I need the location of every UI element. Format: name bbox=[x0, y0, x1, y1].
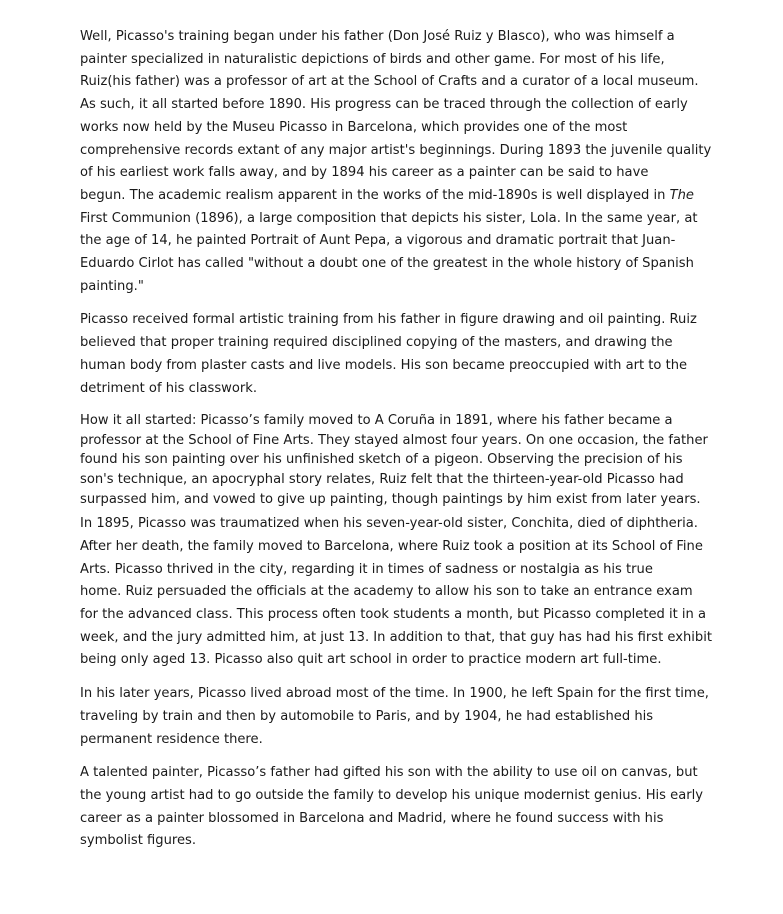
text-line bbox=[80, 140, 712, 163]
document-page bbox=[80, 26, 713, 864]
text-line bbox=[80, 162, 696, 185]
text-line bbox=[80, 490, 701, 510]
text-line bbox=[80, 185, 696, 208]
text-line bbox=[80, 49, 696, 72]
text-run: begun. The academic realism apparent in the works of the mid-1890s is well displayed in bbox=[80, 187, 670, 203]
text-line bbox=[80, 26, 696, 49]
text-run: the age of 14, he painted Portrait of Aunt Pepa, a vigorous and dramatic portrait that Juan- bbox=[80, 233, 676, 249]
italic-title-run: The bbox=[669, 187, 694, 203]
text-line bbox=[80, 808, 696, 831]
text-run: week, and the jury admitted him, at just 13. In addition to that, that guy has had his first exhibit bbox=[80, 629, 713, 645]
paragraph-3 bbox=[80, 411, 708, 509]
text-line bbox=[80, 830, 696, 853]
text-run: In 1895, Picasso was traumatized when his seven-year-old sister, Conchita, died of diphtheria. bbox=[80, 516, 698, 532]
text-line bbox=[80, 706, 696, 729]
text-run: found his son painting over his unfinished sketch of a pigeon. Observing the precision of his bbox=[80, 452, 683, 468]
text-line bbox=[80, 581, 696, 604]
text-run: son's technique, an apocryphal story relates, Ruiz felt that the thirteen-year-old Picasso had bbox=[80, 472, 684, 488]
text-run: How it all started: Picasso’s family moved to A Coruña in 1891, where his father became a bbox=[80, 413, 673, 429]
text-line bbox=[80, 230, 696, 253]
text-run: the young artist had to go outside the family to develop his unique modernist genius. His early bbox=[80, 787, 704, 803]
text-run: professor at the School of Fine Arts. They stayed almost four years. On one occasion, the father bbox=[80, 432, 708, 448]
text-line bbox=[80, 649, 696, 672]
text-run: symbolist figures. bbox=[80, 833, 197, 849]
text-run: Eduardo Cirlot has called "without a doubt one of the greatest in the whole history of Spanish bbox=[80, 256, 694, 272]
text-run: Ruiz(his father) was a professor of art at the School of Crafts and a curator of a local museum. bbox=[80, 74, 699, 90]
text-line bbox=[80, 208, 696, 231]
paragraph-4 bbox=[80, 513, 713, 672]
text-run: painter specialized in naturalistic depictions of birds and other game. For most of his life, bbox=[80, 51, 665, 67]
paragraph-1 bbox=[80, 26, 712, 298]
text-run: human body from plaster casts and live models. His son became preoccupied with art to the bbox=[80, 357, 688, 373]
text-run: A talented painter, Picasso’s father had gifted his son with the ability to use oil on canvas, but bbox=[80, 765, 698, 781]
text-run: In his later years, Picasso lived abroad most of the time. In 1900, he left Spain for the first time, bbox=[80, 686, 709, 702]
text-run: detriment of his classwork. bbox=[80, 380, 257, 396]
text-line bbox=[80, 729, 696, 752]
text-run: home. Ruiz persuaded the officials at the academy to allow his son to take an entrance exam bbox=[80, 584, 693, 600]
text-run: After her death, the family moved to Barcelona, where Ruiz took a position at its School of Fine bbox=[80, 538, 703, 554]
text-run: surpassed him, and vowed to give up painting, though paintings by him exist from later years. bbox=[80, 491, 701, 507]
text-line bbox=[80, 683, 709, 706]
text-line bbox=[80, 470, 696, 490]
text-line bbox=[80, 378, 696, 401]
text-line bbox=[80, 785, 704, 808]
text-line bbox=[80, 355, 696, 378]
text-line bbox=[80, 604, 707, 627]
text-line bbox=[80, 450, 696, 470]
text-run: works now held by the Museu Picasso in Barcelona, which provides one of the most bbox=[80, 119, 628, 135]
text-line bbox=[80, 513, 696, 536]
text-run: First Communion (1896), a large composition that depicts his sister, Lola. In the same year, at bbox=[80, 210, 698, 226]
text-run: of his earliest work falls away, and by 1894 his career as a painter can be said to have bbox=[80, 165, 649, 181]
text-run: Well, Picasso's training began under his father (Don José Ruiz y Blasco), who was himself a bbox=[80, 29, 675, 44]
text-line bbox=[80, 559, 696, 582]
text-line bbox=[80, 71, 699, 94]
text-line bbox=[80, 762, 696, 785]
text-line bbox=[80, 309, 696, 332]
text-run: permanent residence there. bbox=[80, 731, 263, 747]
paragraph-6 bbox=[80, 762, 704, 853]
text-run: traveling by train and then by automobile to Paris, and by 1904, he had established his bbox=[80, 708, 654, 724]
text-run: believed that proper training required disciplined copying of the masters, and drawing the bbox=[80, 335, 673, 351]
text-run: Arts. Picasso thrived in the city, regarding it in times of sadness or nostalgia as his true bbox=[80, 561, 653, 577]
text-line bbox=[80, 431, 708, 451]
text-run: comprehensive records extant of any major artist's beginnings. During 1893 the juvenile quality bbox=[80, 142, 712, 158]
paragraph-2 bbox=[80, 309, 696, 400]
text-line bbox=[80, 117, 696, 140]
text-line bbox=[80, 536, 703, 559]
text-run: career as a painter blossomed in Barcelona and Madrid, where he found success with his bbox=[80, 810, 664, 826]
text-line bbox=[80, 411, 696, 431]
text-line bbox=[80, 253, 696, 276]
paragraph-5 bbox=[80, 683, 709, 751]
text-run: As such, it all started before 1890. His progress can be traced through the collection of early bbox=[80, 97, 688, 113]
text-run: painting." bbox=[80, 278, 144, 294]
text-run: being only aged 13. Picasso also quit art school in order to practice modern art full-time. bbox=[80, 652, 662, 668]
text-line bbox=[80, 332, 696, 355]
text-line bbox=[80, 276, 696, 299]
text-line bbox=[80, 627, 713, 650]
text-run: Picasso received formal artistic training from his father in figure drawing and oil painting. Ruiz bbox=[80, 312, 697, 328]
text-run: for the advanced class. This process often took students a month, but Picasso completed it in a bbox=[80, 607, 707, 623]
text-line bbox=[80, 94, 696, 117]
